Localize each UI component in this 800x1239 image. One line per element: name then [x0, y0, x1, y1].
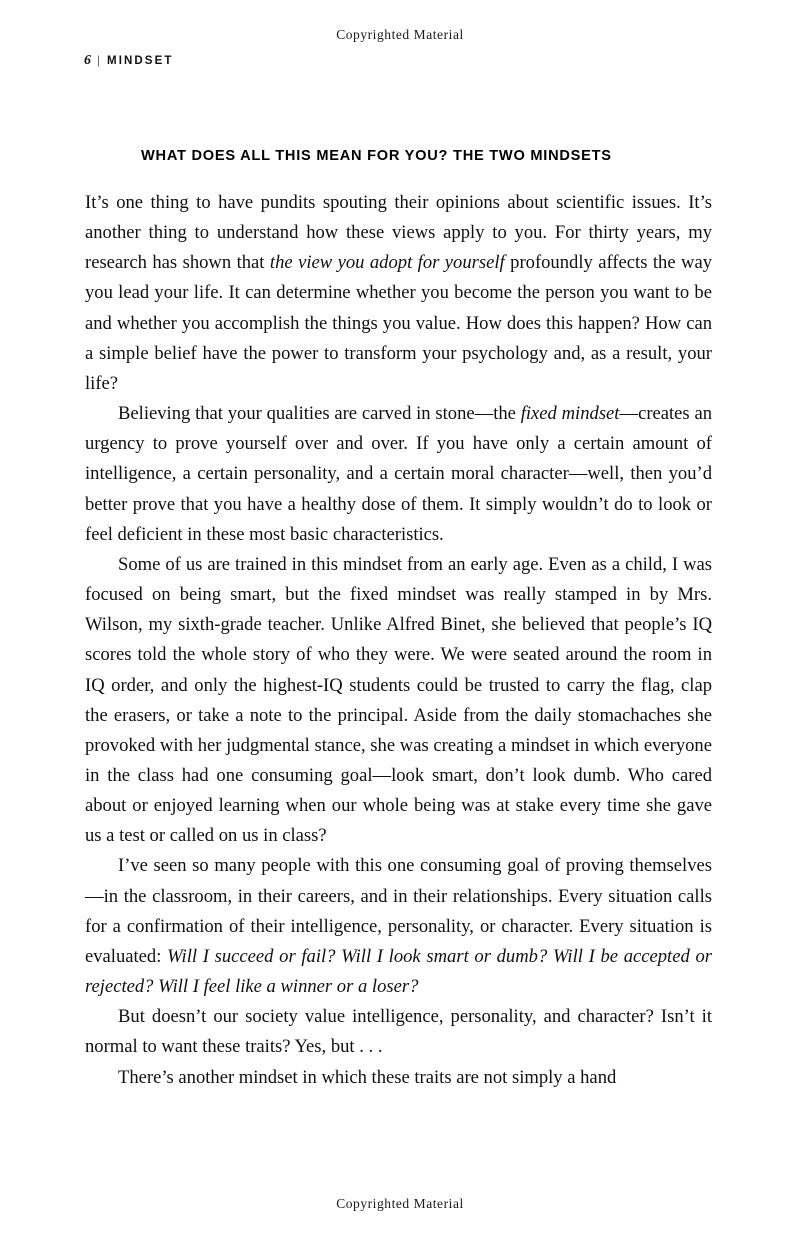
text-run: It’s one thing to have pundits spouting their opinions about scientific issues. It’s another thing to understand how these views apply to you. For thirty years, my research has shown that [85, 192, 712, 274]
paragraph-5 [85, 1002, 712, 1062]
emphasis-text: the view you adopt for yourself [269, 252, 505, 274]
text-run: —creates an urgency to prove yourself over and over. If you have only a certain amount of intelligence, a certain personality, and a certain moral character—well, then you’d better prove that you have a healthy dose of them. It simply wouldn’t do to look or feel deficient in these most basic characteristics. [85, 403, 712, 545]
paragraph-3 [85, 550, 712, 852]
paragraph-2 [85, 399, 712, 550]
text-run: I’ve seen so many people with this one consuming goal of proving themselves—in the classroom, in their careers, and in their relationships. Every situation calls for a confirmation of their intelligence, personality, or character. Every situation is evaluated: [85, 855, 712, 967]
body-text-column [85, 188, 712, 1093]
paragraph-4 [85, 851, 712, 1002]
paragraph-6 [85, 1063, 712, 1093]
text-run: There’s another mindset in which these traits are not simply a hand [118, 1066, 617, 1088]
running-head-separator: | [97, 52, 101, 67]
emphasis-text: Will I succeed or fail? Will I look smart or dumb? Will I be accepted or rejected? Will I feel like a winner or a loser? [85, 945, 712, 998]
paragraph-1 [85, 188, 712, 399]
book-title: MINDSET [107, 55, 174, 67]
emphasis-text: fixed mindset [520, 403, 620, 425]
text-run: Some of us are trained in this mindset from an early age. Even as a child, I was focused on being smart, but the fixed mindset was really stamped in by Mrs. Wilson, my sixth-grade teacher. Unlike Alfred Binet, she believed that people’s IQ scores told the whole story of who they were. We were seated around the room in IQ order, and only the highest-IQ students could be trusted to carry the flag, clap the erasers, or take a note to the principal. Aside from the daily stomachaches she provoked with her judgmental stance, she was creating a mindset in which everyone in the class had one consuming goal—look smart, don’t look dumb. Who cared about or enjoyed learning when our whole being was at stake every time she gave us a test or called on us in class? [85, 553, 712, 847]
page-number: 6 [84, 53, 91, 68]
copyright-watermark-bottom: Copyrighted Material [336, 1196, 464, 1211]
copyright-watermark-top: Copyrighted Material [336, 27, 464, 42]
text-run: profoundly affects the way you lead your life. It can determine whether you become the person you want to be and whether you accomplish the things you value. How does this happen? How can a simple belief have the power to transform your psychology and, as a result, your life? [85, 252, 713, 394]
text-run: Believing that your qualities are carved in stone—the [118, 403, 521, 425]
running-head [84, 52, 173, 69]
text-run: But doesn’t our society value intelligence, personality, and character? Isn’t it normal to want these traits? Yes, but . . . [85, 1006, 712, 1058]
section-heading: WHAT DOES ALL THIS MEAN FOR YOU? THE TWO MINDSETS [141, 148, 612, 164]
